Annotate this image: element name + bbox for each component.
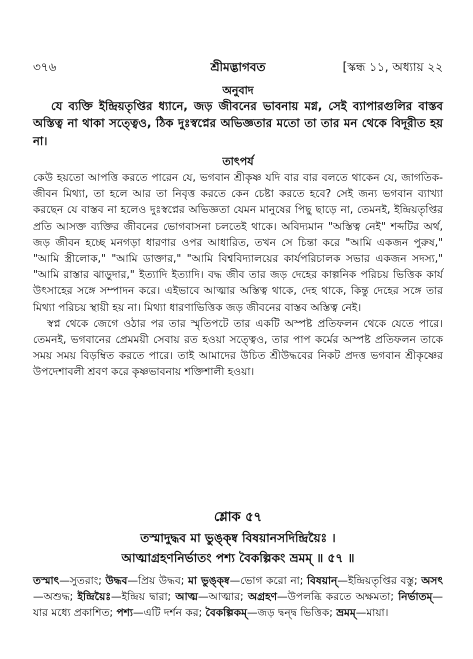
synonym-meaning: —ইন্দ্রিয় দ্বারা; [111, 591, 176, 603]
synonym-word: তস্মাৎ [33, 575, 60, 587]
book-title: শ্রীমদ্ভাগবত [210, 60, 266, 74]
synonym-word: ভ্রমম্ [336, 607, 356, 619]
translation-heading: অনুবাদ [222, 84, 254, 97]
synonym-meaning: —অশুদ্ধ; [33, 591, 78, 603]
purport-paragraph-2: স্বপ্ন থেকে জেগে ওঠার পর তার স্মৃতিপটে তার একটি অস্পষ্ট প্রতিফলন থেকে যেতে পারে। তেমনই, ভগবানের প্রেমময়ী সেবায় রত হওয়া সত্ত্বেও, তার পাপ কর্মের অস্পষ্ট প্রতিফলন তাকে সময় সময় বিড়ম্বিত করতে পারে। তাই আমাদের উচিত শ্রীউদ্ধবের নিকট প্রদত্ত ভগবান শ্রীকৃষ্ণের উপদেশাবলী শ্রবণ করে কৃষ্ণভাবনায় শক্তিশালী হওয়া। [33, 317, 443, 379]
synonym-meaning: —জড় দ্বন্দ্ব ভিত্তিক; [247, 607, 337, 619]
synonym-word: অসৎ [421, 575, 444, 587]
purport-body [33, 170, 443, 381]
synonym-word: উদ্ধব [105, 575, 128, 587]
chapter-location: [স্কন্ধ ১১, অধ্যায় ২২ [342, 60, 443, 74]
synonym-meaning: —ইন্দ্রিয়তৃপ্তির বস্তু; [337, 575, 422, 587]
synonym-meaning: —মায়া। [355, 607, 389, 619]
synonym-meaning: —যার মধ্যে প্রকাশিত; [33, 591, 443, 619]
synonym-word: আত্ম [175, 591, 198, 603]
synonym-word: বৈকল্পিকম্ [205, 607, 248, 619]
page-header [33, 58, 443, 76]
synonym-word: মা ভুঙ্ক্ষ্ব [188, 575, 230, 587]
synonym-meaning: —ভোগ করো না; [229, 575, 307, 587]
synonym-meaning: —আত্মার; [198, 591, 248, 603]
synonym-word: নির্ভাতম্ [398, 591, 433, 603]
synonym-word: পশ্য [116, 607, 134, 619]
verse-line-1: তস্মাদুদ্ধব মা ভুঙ্ক্ষ্ব বিষয়ানসদিন্দ্রিয়ৈঃ । [140, 531, 336, 545]
verse-line-2: আত্মাগ্রহণনির্ভাতং পশ্য বৈকল্পিকং ভ্রমম্ ॥ ৫৭ ॥ [121, 551, 355, 565]
synonym-word: অগ্রহণ [247, 591, 278, 603]
synonym-word: বিষয়ান্ [306, 575, 338, 587]
page-number: ৩৭৬ [33, 60, 57, 74]
synonym-word: ইন্দ্রিয়ৈঃ [77, 591, 111, 603]
synonym-meaning: —সুতরাং; [59, 575, 106, 587]
verse-heading: শ্লোক ৫৭ [213, 510, 263, 525]
synonyms-list [33, 573, 443, 621]
purport-heading: তাৎপর্য [222, 155, 254, 168]
synonym-meaning: —প্রিয় উদ্ধব; [127, 575, 189, 587]
synonym-meaning: —এটি দর্শন কর; [133, 607, 206, 619]
synonym-meaning: —উপলব্ধি করতে অক্ষমতা; [277, 591, 399, 603]
purport-paragraph-1: কেউ হয়তো আপত্তি করতে পারেন যে, ভগবান শ্রীকৃষ্ণ যদি বার বার বলতে থাকেন যে, জাগতিক-জীবন মিথ্যা, তা হলে আর তা নিবৃত্ত করতে কেন চেষ্টা করতে হবে? সেই জন্য ভগবান ব্যাখ্যা করছেন যে বাস্তব না হলেও দুঃস্বপ্নের অভিজ্ঞতা যেমন মানুষের পিছু ছাড়ে না, তেমনই, ইন্দ্রিয়তৃপ্তির প্রতি আসক্ত ব্যক্তির জীবনের ভোগবাসনা চলতেই থাকে। অবিদ্যমান "অস্তিত্ব নেই" শব্দটির অর্থ, জড় জীবন হচ্ছে মনগড়া ধারণার ওপর আধারিত, তখন সে চিন্তা করে "আমি একজন পুরুষ," "আমি স্ত্রীলোক," "আমি ডাক্তার," "আমি বিশ্ববিদ্যালয়ের কার্যপরিচালক সভার একজন সদস্য," "আমি রাস্তার ঝাড়ুদার," ইত্যাদি ইত্যাদি। বদ্ধ জীব তার জড় দেহের কাল্পনিক পরিচয় ভিত্তিক কার্য উৎসাহের সঙ্গে সম্পাদন করে। এইভাবে আত্মার অস্তিত্ব থাকে, দেহ থাকে, কিন্তু দেহের সঙ্গে তার মিথ্যা পরিচয় স্থায়ী হয় না। মিথ্যা ধারণাভিত্তিক জড় জীবনের বাস্তব অস্তিত্ব নেই। [33, 172, 443, 314]
translation-text: যে ব্যক্তি ইন্দ্রিয়তৃপ্তির ধ্যানে, জড় জীবনের ভাবনায় মগ্ন, সেই ব্যাপারগুলির বাস্তব অস্তিত্ব না থাকা সত্ত্বেও, ঠিক দুঃস্বপ্নের অভিজ্ঞতার মতো তা তার মন থেকে বিদূরীত হয় না। [33, 99, 443, 148]
verse-text [33, 528, 443, 568]
